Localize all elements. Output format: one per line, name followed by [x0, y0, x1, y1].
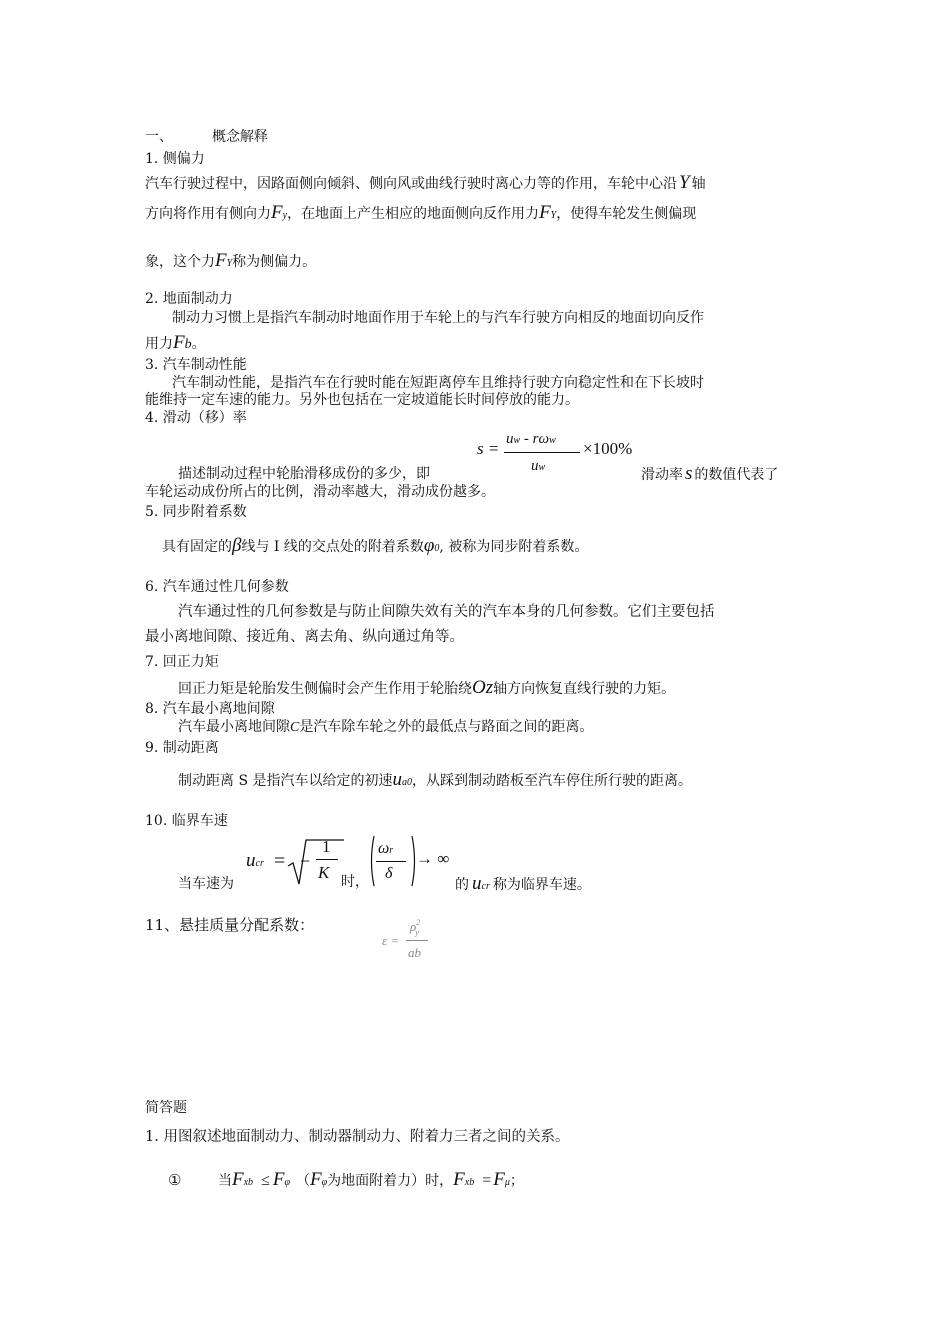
paragraph-5: 具有固定的β线与 I 线的交点处的附着系数φ0, 被称为同步附着系数。 [162, 535, 589, 556]
item-title-2: 2. 地面制动力 [145, 291, 233, 307]
omega-r: ωr [378, 840, 394, 857]
item-title-9: 9. 制动距离 [145, 740, 219, 756]
paragraph-7: 回正力矩是轮胎发生侧偏时会产生作用于轮胎绕Oz轴方向恢复直线行驶的力矩。 [178, 677, 676, 698]
answer-marker-1: ① [168, 1171, 182, 1189]
item-title-1: 1. 侧偏力 [145, 151, 205, 167]
paragraph-1-line-3: 象，这个力FY称为侧偏力。 [145, 250, 317, 271]
paragraph-4-line-1b: 滑动率 s 的数值代表了 [641, 463, 779, 484]
paragraph-1-line-2: 方向将作用有侧向力Fy，在地面上产生相应的地面侧向反作用力FY，使得车轮发生侧偏现 [145, 202, 697, 223]
item-title-5: 5. 同步附着系数 [145, 504, 247, 520]
section-number: 一、 [145, 129, 173, 145]
paragraph-4-line-1a: 描述制动过程中轮胎滑移成份的多少，即 [178, 466, 430, 482]
item-title-10: 10. 临界车速 [145, 813, 228, 829]
section-heading: 概念解释 [212, 129, 268, 145]
crit-suffix: 的 ucr 称为临界车速。 [455, 873, 591, 894]
section2-heading: 简答题 [145, 1100, 187, 1116]
answer-1: 当Fxb ≤ Fφ （Fφ为地面附着力）时，Fxb = Fμ； [218, 1169, 524, 1190]
paragraph-2-line-1: 制动力习惯上是指汽车制动时地面作用于车轮上的与汽车行驶方向相反的地面切向反作 [172, 310, 704, 326]
paragraph-6-line-2: 最小离地间隙、接近角、离去角、纵向通过角等。 [145, 629, 464, 645]
slip-denominator: uw [531, 458, 546, 474]
sqrt-sign [286, 836, 346, 888]
question-1: 1. 用图叙述地面制动力、制动器制动力、附着力三者之间的关系。 [145, 1129, 570, 1145]
crit-prefix: 当车速为 [178, 876, 234, 892]
item-title-4: 4. 滑动（移）率 [145, 410, 247, 426]
crit-lhs: ucr [246, 850, 264, 871]
paragraph-3-line-1: 汽车制动性能，是指汽车在行驶时能在短距离停车且维持行驶方向稳定性和在下长坡时 [172, 375, 704, 391]
item-title-8: 8. 汽车最小离地间隙 [145, 701, 275, 717]
item-title-3: 3. 汽车制动性能 [145, 357, 247, 373]
rho-y-sq: $\rho^2_y$ [410, 918, 421, 937]
item-title-7: 7. 回正力矩 [145, 654, 219, 670]
item-title-11: 11、悬挂质量分配系数： [145, 916, 315, 934]
slip-numerator: uw - rωw [506, 431, 556, 447]
paragraph-8: 汽车最小离地间隙C是汽车除车轮之外的最低点与路面之间的距离。 [178, 719, 594, 735]
crit-when: 时， [341, 874, 369, 890]
paragraph-2-line-2: 用力Fb。 [145, 332, 206, 353]
item-title-6: 6. 汽车通过性几何参数 [145, 579, 289, 595]
paragraph-6-line-1: 汽车通过性的几何参数是与防止间隙失效有关的汽车本身的几何参数。它们主要包括 [178, 604, 715, 620]
paragraph-1-line-1: 汽车行驶过程中，因路面侧向倾斜、侧向风或曲线行驶时离心力等的作用，车轮中心沿 Y 轴 [145, 172, 706, 193]
paragraph-3-line-2: 能维持一定车速的能力。另外也包括在一定坡道能长时间停放的能力。 [145, 392, 579, 408]
paragraph-9: 制动距离 S 是指汽车以给定的初速ua0，从踩到制动踏板至汽车停住所行驶的距离。 [178, 769, 692, 790]
paragraph-4-line-2: 车轮运动成份所占的比例，滑动率越大，滑动成份越多。 [145, 484, 495, 500]
